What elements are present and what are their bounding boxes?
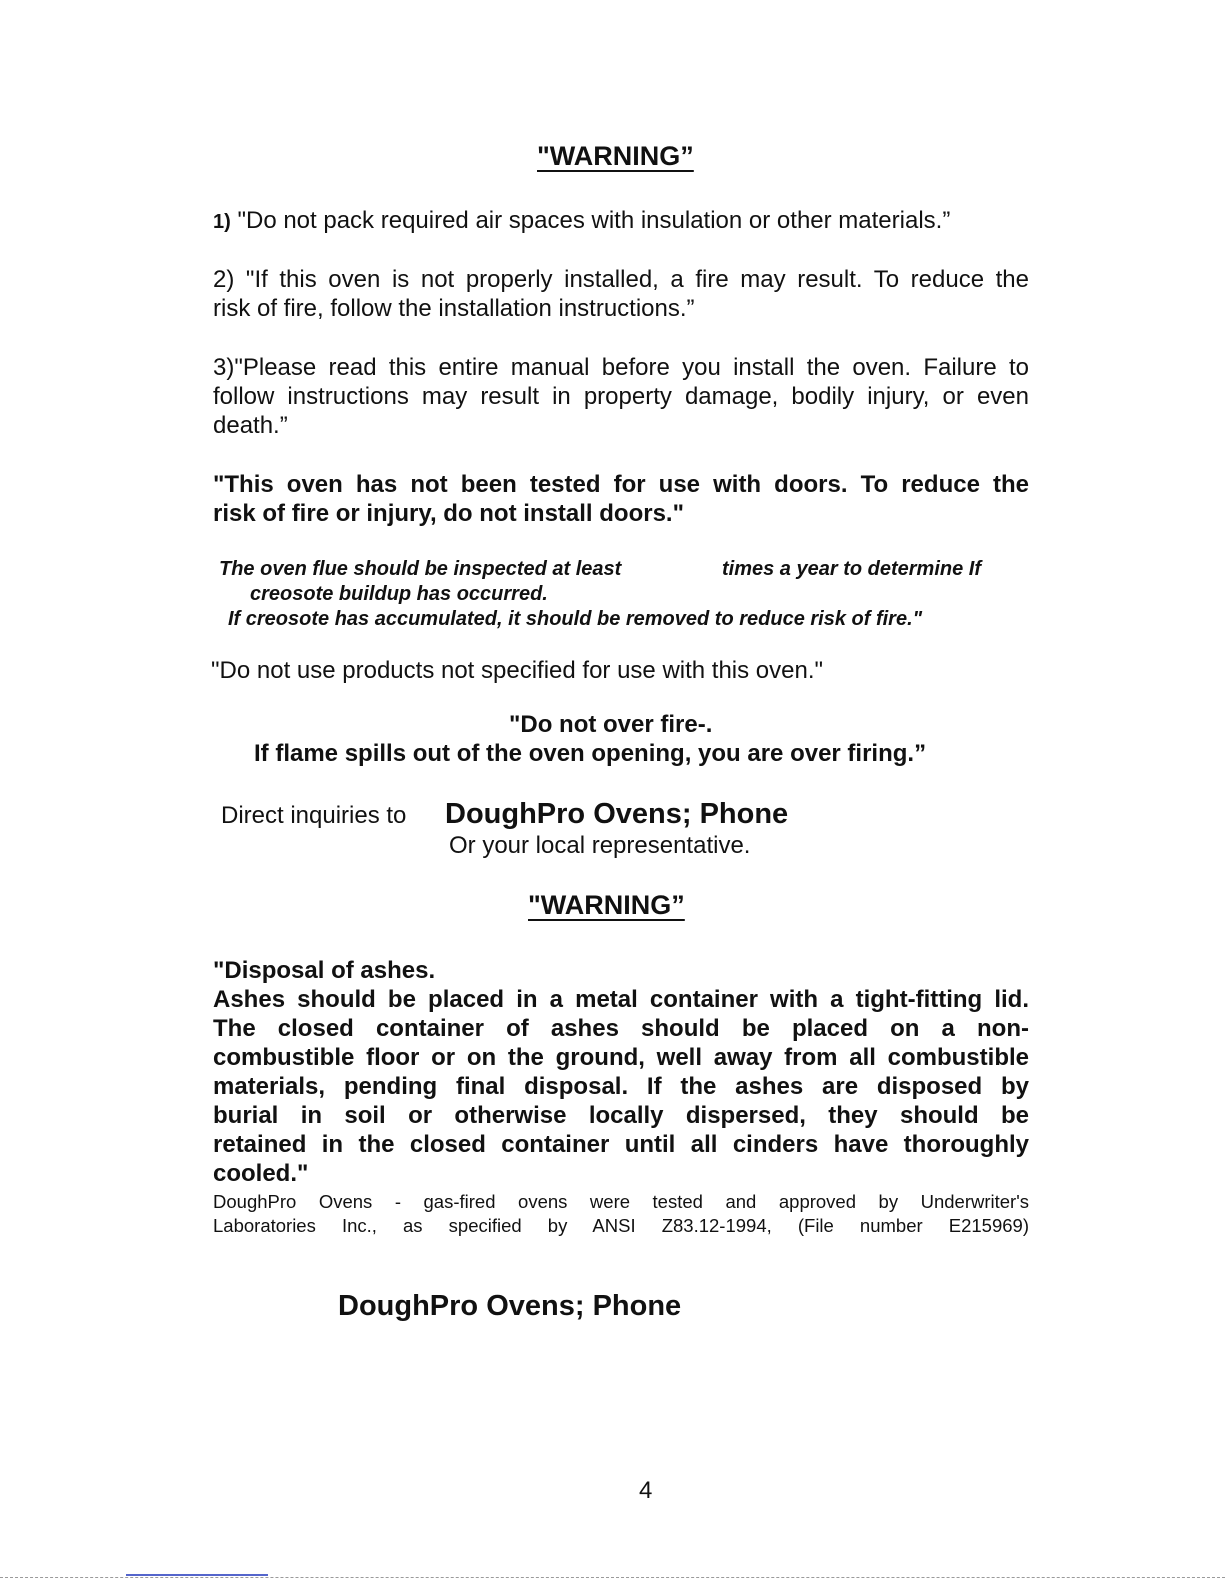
products-warning: "Do not use products not specified for use with this oven."	[211, 657, 824, 684]
flue-line-3: If creosote has accumulated, it should be removed to reduce risk of fire."	[228, 608, 923, 630]
ashes-line-3: The closed container of ashes should be placed on a non-	[213, 1015, 1029, 1042]
ashes-line-7: retained in the closed container until all cinders have thoroughly	[213, 1131, 1029, 1158]
item-1-text: "Do not pack required air spaces with insulation or other materials.”	[230, 207, 951, 234]
item-1-number: 1)	[213, 211, 231, 233]
warning-item-3-line-3: death.”	[213, 412, 288, 439]
doors-warning-line-1: "This oven has not been tested for use with doors. To reduce the	[213, 471, 1029, 498]
ashes-line-8: cooled."	[213, 1160, 309, 1187]
overfire-line-1: "Do not over fire-.	[509, 711, 713, 738]
ashes-line-2: Ashes should be placed in a metal container with a tight-fitting lid.	[213, 986, 1029, 1013]
warning-item-1	[213, 207, 950, 235]
ul-approval-line-1: DoughPro Ovens - gas-fired ovens were tested and approved by Underwriter's	[213, 1191, 1029, 1212]
ashes-line-6: burial in soil or otherwise locally dispersed, they should be	[213, 1102, 1029, 1129]
doors-warning-line-2: risk of fire or injury, do not install doors."	[213, 500, 684, 527]
ashes-line-1: "Disposal of ashes.	[213, 957, 436, 984]
warning-item-2-line-1: 2) "If this oven is not properly installed, a fire may result. To reduce the	[213, 266, 1029, 293]
warning-heading-top: "WARNING”	[537, 141, 694, 171]
ashes-line-5: materials, pending final disposal. If the ashes are disposed by	[213, 1073, 1029, 1100]
page-bottom-mark	[126, 1574, 268, 1576]
warning-item-3-line-1: 3)"Please read this entire manual before you install the oven. Failure to	[213, 354, 1029, 381]
inquiries-company: DoughPro Ovens; Phone	[445, 798, 789, 830]
overfire-line-2: If flame spills out of the oven opening, you are over firing.”	[254, 740, 927, 767]
inquiries-prefix: Direct inquiries to	[221, 802, 407, 829]
flue-line-1a: The oven flue should be inspected at least	[219, 558, 622, 580]
flue-line-2: creosote buildup has occurred.	[250, 583, 548, 605]
warning-item-3-line-2: follow instructions may result in property damage, bodily injury, or even	[213, 383, 1029, 410]
flue-line-1b: times a year to determine If	[722, 558, 981, 580]
page-bottom-divider	[0, 1577, 1225, 1578]
page-number: 4	[639, 1477, 653, 1504]
warning-item-2-line-2: risk of fire, follow the installation instructions.”	[213, 295, 695, 322]
warning-heading-ashes: "WARNING”	[528, 890, 685, 920]
ashes-line-4: combustible floor or on the ground, well away from all combustible	[213, 1044, 1029, 1071]
ul-approval-line-2: Laboratories Inc., as specified by ANSI Z83.12-1994, (File number E215969)	[213, 1215, 1029, 1236]
footer-company: DoughPro Ovens; Phone	[338, 1290, 682, 1322]
inquiries-representative: Or your local representative.	[449, 832, 751, 859]
